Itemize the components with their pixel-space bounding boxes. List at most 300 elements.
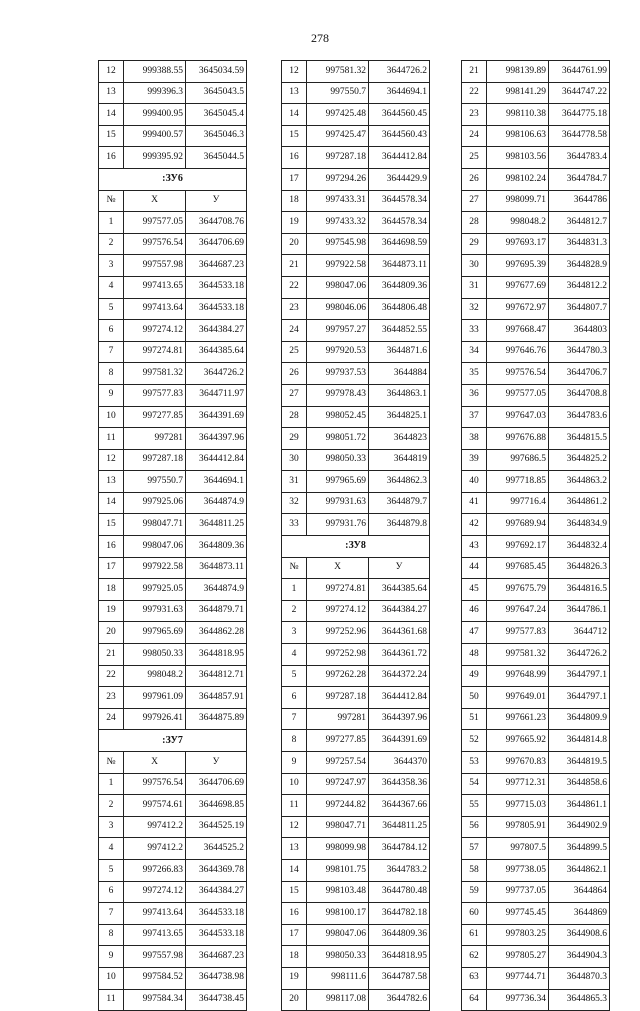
column-header-y: У [186,190,247,212]
point-number-cell: 25 [282,341,307,363]
point-number-cell: 16 [282,147,307,169]
table-row [282,125,430,147]
point-number-cell: 1 [99,212,124,234]
point-number-cell: 32 [282,492,307,514]
x-coordinate-cell: 997577.83 [124,384,186,406]
table-row [282,212,430,234]
x-coordinate-cell: 997805.91 [487,816,549,838]
y-coordinate-cell: 3644711.97 [186,384,247,406]
table-row [282,168,430,190]
y-coordinate-cell: 3644823 [369,428,430,450]
table-row [99,212,247,234]
x-coordinate-cell: 997584.52 [124,967,186,989]
x-coordinate-cell: 997675.79 [487,579,549,601]
point-number-cell: 30 [462,255,487,277]
point-number-cell: 4 [99,276,124,298]
x-coordinate-cell: 998046.06 [307,298,369,320]
y-coordinate-cell: 3644738.98 [186,967,247,989]
point-number-cell: 21 [282,255,307,277]
column-header-x: X [124,752,186,774]
x-coordinate-cell: 998101.75 [307,859,369,881]
section-row [99,730,247,752]
table-row [462,838,610,860]
table-row [99,363,247,385]
table-row [462,406,610,428]
point-number-cell: 15 [99,514,124,536]
point-number-cell: 10 [99,406,124,428]
coordinates-table-column-3 [461,60,610,1011]
y-coordinate-cell: 3644825.2 [549,449,610,471]
table-row [462,514,610,536]
x-coordinate-cell: 997686.5 [487,449,549,471]
point-number-cell: 46 [462,600,487,622]
x-coordinate-cell: 997287.18 [307,687,369,709]
y-coordinate-cell: 3644783.4 [549,147,610,169]
x-coordinate-cell: 997287.18 [307,147,369,169]
table-row [282,406,430,428]
table-row [462,989,610,1011]
point-number-cell: 13 [99,82,124,104]
table-row [282,795,430,817]
table-row [99,82,247,104]
point-number-cell: 19 [282,967,307,989]
x-coordinate-cell: 997581.32 [307,61,369,83]
table-row [282,276,430,298]
y-coordinate-cell: 3644809.9 [549,708,610,730]
y-coordinate-cell: 3644397.96 [369,708,430,730]
y-coordinate-cell: 3644811.25 [369,816,430,838]
point-number-cell: 16 [99,536,124,558]
x-coordinate-cell: 999400.95 [124,104,186,126]
x-coordinate-cell: 997718.85 [487,471,549,493]
y-coordinate-cell: 3644797.1 [549,665,610,687]
table-row [282,622,430,644]
x-coordinate-cell: 998103.56 [487,147,549,169]
point-number-cell: 3 [99,816,124,838]
point-number-cell: 7 [99,341,124,363]
point-number-cell: 22 [99,665,124,687]
y-coordinate-cell: 3644358.36 [369,773,430,795]
table-row [462,168,610,190]
table-row [462,471,610,493]
y-coordinate-cell: 3644879.8 [369,514,430,536]
point-number-cell: 45 [462,579,487,601]
y-coordinate-cell: 3644397.96 [186,428,247,450]
header-row [99,190,247,212]
point-number-cell: 40 [462,471,487,493]
point-number-cell: 58 [462,859,487,881]
table-row [282,967,430,989]
point-number-cell: 28 [462,212,487,234]
x-coordinate-cell: 997574.61 [124,795,186,817]
point-number-cell: 60 [462,903,487,925]
point-number-cell: 3 [99,255,124,277]
table-row [99,644,247,666]
x-coordinate-cell: 998050.33 [124,644,186,666]
y-coordinate-cell: 3644869 [549,903,610,925]
table-row [99,276,247,298]
y-coordinate-cell: 3644783.6 [549,406,610,428]
table-row [99,881,247,903]
y-coordinate-cell: 3644384.27 [186,881,247,903]
y-coordinate-cell: 3644775.18 [549,104,610,126]
table-row [462,687,610,709]
table-row [99,967,247,989]
x-coordinate-cell: 998051.72 [307,428,369,450]
y-coordinate-cell: 3644786.1 [549,600,610,622]
x-coordinate-cell: 997648.99 [487,665,549,687]
table-row [99,859,247,881]
y-coordinate-cell: 3644370 [369,752,430,774]
point-number-cell: 18 [282,946,307,968]
x-coordinate-cell: 997805.27 [487,946,549,968]
point-number-cell: 23 [282,298,307,320]
table-row [282,708,430,730]
y-coordinate-cell: 3644812.71 [186,665,247,687]
point-number-cell: 2 [282,600,307,622]
point-number-cell: 15 [282,125,307,147]
point-number-cell: 15 [99,125,124,147]
table-row [99,255,247,277]
point-number-cell: 29 [282,428,307,450]
y-coordinate-cell: 3644361.68 [369,622,430,644]
header-row [99,752,247,774]
y-coordinate-cell: 3644825.1 [369,406,430,428]
point-number-cell: 1 [99,773,124,795]
y-coordinate-cell: 3644861.1 [549,795,610,817]
y-coordinate-cell: 3644807.7 [549,298,610,320]
point-number-cell: 30 [282,449,307,471]
x-coordinate-cell: 997412.2 [124,816,186,838]
coordinates-table [98,60,247,1011]
y-coordinate-cell: 3644726.2 [549,644,610,666]
y-coordinate-cell: 3644879.7 [369,492,430,514]
y-coordinate-cell: 3644784.12 [369,838,430,860]
point-number-cell: 6 [282,687,307,709]
x-coordinate-cell: 997576.54 [487,363,549,385]
column-header-y: У [186,752,247,774]
x-coordinate-cell: 998047.06 [124,536,186,558]
x-coordinate-cell: 997646.76 [487,341,549,363]
point-number-cell: 24 [99,708,124,730]
x-coordinate-cell: 997737.05 [487,881,549,903]
y-coordinate-cell: 3644385.64 [186,341,247,363]
x-coordinate-cell: 997744.71 [487,967,549,989]
section-row [282,536,430,558]
y-coordinate-cell: 3644858.6 [549,773,610,795]
point-number-cell: 9 [99,946,124,968]
point-number-cell: 37 [462,406,487,428]
table-row [282,881,430,903]
x-coordinate-cell: 997576.54 [124,773,186,795]
x-coordinate-cell: 997274.81 [124,341,186,363]
y-coordinate-cell: 3644738.45 [186,989,247,1011]
table-row [462,212,610,234]
y-coordinate-cell: 3644819 [369,449,430,471]
x-coordinate-cell: 997581.32 [124,363,186,385]
y-coordinate-cell: 3644687.23 [186,946,247,968]
table-row [282,61,430,83]
point-number-cell: 39 [462,449,487,471]
x-coordinate-cell: 998048.2 [487,212,549,234]
table-row [462,61,610,83]
x-coordinate-cell: 997965.69 [124,622,186,644]
section-title: :ЗУ6 [99,168,247,190]
y-coordinate-cell: 3644533.18 [186,276,247,298]
x-coordinate-cell: 997557.98 [124,255,186,277]
column-header-num: № [99,190,124,212]
y-coordinate-cell: 3644864 [549,881,610,903]
point-number-cell: 27 [462,190,487,212]
x-coordinate-cell: 997274.12 [307,600,369,622]
point-number-cell: 12 [282,61,307,83]
column-header-x: X [307,557,369,579]
table-row [282,82,430,104]
y-coordinate-cell: 3644706.69 [186,773,247,795]
x-coordinate-cell: 997692.17 [487,536,549,558]
y-coordinate-cell: 3644385.64 [369,579,430,601]
point-number-cell: 6 [99,881,124,903]
x-coordinate-cell: 997803.25 [487,924,549,946]
table-row [462,428,610,450]
x-coordinate-cell: 998099.98 [307,838,369,860]
x-coordinate-cell: 998141.29 [487,82,549,104]
table-row [99,708,247,730]
point-number-cell: 16 [282,903,307,925]
x-coordinate-cell: 997425.48 [307,104,369,126]
y-coordinate-cell: 3644761.99 [549,61,610,83]
x-coordinate-cell: 997576.54 [124,233,186,255]
y-coordinate-cell: 3644797.1 [549,687,610,709]
x-coordinate-cell: 998102.24 [487,168,549,190]
table-row [282,471,430,493]
y-coordinate-cell: 3644391.69 [369,730,430,752]
table-row [282,514,430,536]
table-row [462,622,610,644]
x-coordinate-cell: 997922.58 [124,557,186,579]
y-coordinate-cell: 3644412.84 [369,687,430,709]
page-number: 278 [311,31,329,45]
y-coordinate-cell: 3644525.19 [186,816,247,838]
column-header-y: У [369,557,430,579]
point-number-cell: 17 [282,924,307,946]
table-row [462,816,610,838]
x-coordinate-cell: 997807.5 [487,838,549,860]
x-coordinate-cell: 997670.83 [487,752,549,774]
coordinates-table [461,60,610,1011]
point-number-cell: 31 [282,471,307,493]
x-coordinate-cell: 997920.53 [307,341,369,363]
point-number-cell: 7 [282,708,307,730]
point-number-cell: 15 [282,881,307,903]
table-row [462,903,610,925]
coordinates-table-column-2 [281,60,430,1011]
table-row [462,384,610,406]
y-coordinate-cell: 3644780.3 [549,341,610,363]
point-number-cell: 53 [462,752,487,774]
point-number-cell: 48 [462,644,487,666]
x-coordinate-cell: 997281 [124,428,186,450]
table-row [462,557,610,579]
point-number-cell: 41 [462,492,487,514]
point-number-cell: 10 [282,773,307,795]
y-coordinate-cell: 3644875.89 [186,708,247,730]
table-row [282,492,430,514]
y-coordinate-cell: 3644706.7 [549,363,610,385]
table-row [462,859,610,881]
table-row [99,989,247,1011]
y-coordinate-cell: 3644533.18 [186,903,247,925]
y-coordinate-cell: 3644862.1 [549,859,610,881]
x-coordinate-cell: 997433.32 [307,212,369,234]
table-row [282,255,430,277]
point-number-cell: 14 [282,859,307,881]
table-row [99,471,247,493]
x-coordinate-cell: 997274.81 [307,579,369,601]
table-row [282,449,430,471]
point-number-cell: 33 [282,514,307,536]
point-number-cell: 14 [99,104,124,126]
y-coordinate-cell: 3645045.4 [186,104,247,126]
table-row [462,946,610,968]
y-coordinate-cell: 3644687.23 [186,255,247,277]
y-coordinate-cell: 3644747.22 [549,82,610,104]
table-row [282,730,430,752]
section-title: :ЗУ7 [99,730,247,752]
x-coordinate-cell: 997577.05 [487,384,549,406]
y-coordinate-cell: 3644694.1 [369,82,430,104]
table-row [282,752,430,774]
x-coordinate-cell: 997672.97 [487,298,549,320]
table-row [282,147,430,169]
table-row [99,773,247,795]
table-row [99,622,247,644]
x-coordinate-cell: 997244.82 [307,795,369,817]
y-coordinate-cell: 3644803 [549,320,610,342]
y-coordinate-cell: 3644412.84 [186,449,247,471]
y-coordinate-cell: 3644698.59 [369,233,430,255]
table-row [462,82,610,104]
y-coordinate-cell: 3644361.72 [369,644,430,666]
y-coordinate-cell: 3644367.66 [369,795,430,817]
x-coordinate-cell: 997252.96 [307,622,369,644]
point-number-cell: 2 [99,233,124,255]
y-coordinate-cell: 3644902.9 [549,816,610,838]
x-coordinate-cell: 998139.89 [487,61,549,83]
table-row [99,838,247,860]
table-row [462,924,610,946]
y-coordinate-cell: 3644884 [369,363,430,385]
column-header-x: X [124,190,186,212]
y-coordinate-cell: 3644873.11 [369,255,430,277]
point-number-cell: 42 [462,514,487,536]
point-number-cell: 16 [99,147,124,169]
x-coordinate-cell: 997257.54 [307,752,369,774]
point-number-cell: 33 [462,320,487,342]
point-number-cell: 27 [282,384,307,406]
y-coordinate-cell: 3644726.2 [186,363,247,385]
x-coordinate-cell: 997677.69 [487,276,549,298]
y-coordinate-cell: 3644870.3 [549,967,610,989]
point-number-cell: 31 [462,276,487,298]
y-coordinate-cell: 3644533.18 [186,298,247,320]
table-row [462,104,610,126]
point-number-cell: 52 [462,730,487,752]
point-number-cell: 20 [282,233,307,255]
point-number-cell: 57 [462,838,487,860]
table-row [282,233,430,255]
x-coordinate-cell: 997712.31 [487,773,549,795]
y-coordinate-cell: 3644726.2 [369,61,430,83]
x-coordinate-cell: 998050.33 [307,449,369,471]
y-coordinate-cell: 3644712 [549,622,610,644]
table-row [462,600,610,622]
point-number-cell: 5 [99,298,124,320]
table-row [282,363,430,385]
point-number-cell: 43 [462,536,487,558]
x-coordinate-cell: 997413.65 [124,276,186,298]
point-number-cell: 20 [282,989,307,1011]
table-row [282,600,430,622]
point-number-cell: 9 [282,752,307,774]
y-coordinate-cell: 3644863.1 [369,384,430,406]
point-number-cell: 20 [99,622,124,644]
table-row [282,687,430,709]
y-coordinate-cell: 3644708.76 [186,212,247,234]
x-coordinate-cell: 998048.2 [124,665,186,687]
point-number-cell: 4 [99,838,124,860]
x-coordinate-cell: 997716.4 [487,492,549,514]
x-coordinate-cell: 998047.71 [307,816,369,838]
table-row [99,687,247,709]
x-coordinate-cell: 997274.12 [124,320,186,342]
x-coordinate-cell: 997413.64 [124,298,186,320]
y-coordinate-cell: 3644852.55 [369,320,430,342]
y-coordinate-cell: 3644812.7 [549,212,610,234]
point-number-cell: 13 [99,471,124,493]
header-row [282,557,430,579]
y-coordinate-cell: 3644904.3 [549,946,610,968]
table-row [99,557,247,579]
x-coordinate-cell: 997413.65 [124,924,186,946]
point-number-cell: 51 [462,708,487,730]
y-coordinate-cell: 3644865.3 [549,989,610,1011]
y-coordinate-cell: 3644861.2 [549,492,610,514]
point-number-cell: 36 [462,384,487,406]
table-row [462,298,610,320]
y-coordinate-cell: 3644372.24 [369,665,430,687]
y-coordinate-cell: 3644708.8 [549,384,610,406]
x-coordinate-cell: 999395.92 [124,147,186,169]
y-coordinate-cell: 3645034.59 [186,61,247,83]
y-coordinate-cell: 3644560.45 [369,104,430,126]
point-number-cell: 54 [462,773,487,795]
y-coordinate-cell: 3644818.95 [369,946,430,968]
y-coordinate-cell: 3644412.84 [369,147,430,169]
table-row [282,104,430,126]
point-number-cell: 21 [462,61,487,83]
x-coordinate-cell: 998111.6 [307,967,369,989]
table-row [99,61,247,83]
y-coordinate-cell: 3644899.5 [549,838,610,860]
point-number-cell: 2 [99,795,124,817]
point-number-cell: 63 [462,967,487,989]
y-coordinate-cell: 3644782.6 [369,989,430,1011]
x-coordinate-cell: 997247.97 [307,773,369,795]
table-row [462,795,610,817]
table-row [462,881,610,903]
point-number-cell: 23 [462,104,487,126]
